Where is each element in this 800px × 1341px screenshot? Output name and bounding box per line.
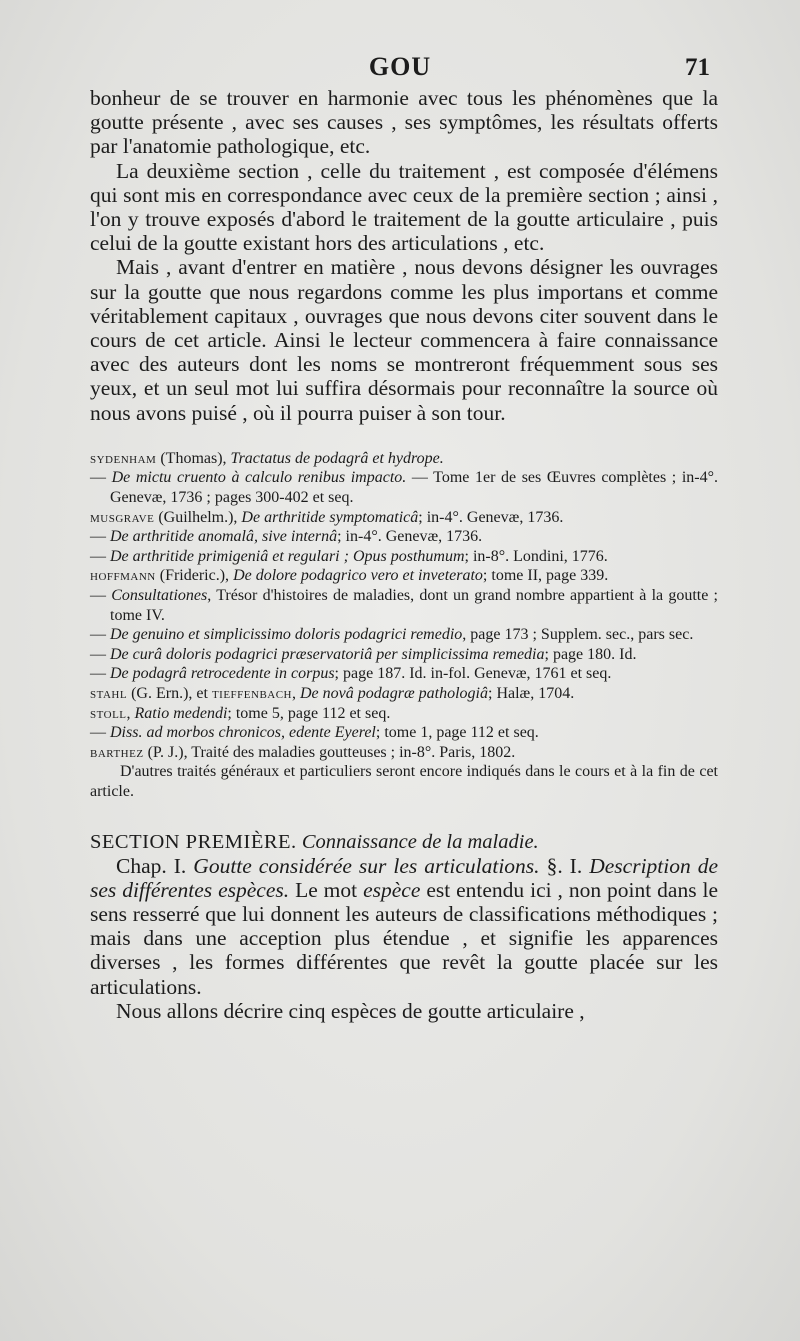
chapter-label: Chap. I.	[116, 853, 187, 878]
page-body	[90, 86, 718, 1023]
reference-author: musgrave	[90, 508, 155, 526]
running-head: GOU	[368, 52, 432, 81]
reference-coauthor: tieffenbach	[211, 684, 292, 702]
paragraph-2: La deuxième section , celle du traitement , est composée d'élémens qui sont mis en correspondance avec ceux de la première section ; ainsi , l'on y trouve exposés d'abord le traitement de la goutte articulaire , puis celui de la goutte existant hors des articulations , etc.	[90, 158, 718, 256]
reference-item: stahl (G. Ern.), et tieffenbach, De novâ podagræ pathologiâ; Halæ, 1704.	[90, 684, 575, 702]
reference-item: — De genuino et simplicissimo doloris podagrici remedio, page 173 ; Supplem. sec., pars sec.	[90, 626, 694, 644]
subsection-mark: §. I.	[546, 853, 583, 878]
section-heading	[90, 830, 718, 854]
reference-item: — De arthritide primigeniâ et regulari ; Opus posthumum; in-8°. Londini, 1776.	[90, 547, 608, 565]
page-number: 71	[685, 54, 710, 81]
chapter-paragraph: Chap. I. Goutte considérée sur les articulations. §. I. Description de ses différentes espèces. Le mot espèce est entendu ici , non point dans le sens resserré que lui donnent les auteurs de classifications méthodiques ; mais dans une acception plus étendue , et signifie les apparences diverses , les formes différentes que revêt la goutte placée sur les articulations.	[90, 853, 719, 999]
reference-item: — De arthritide anomalâ, sive internâ; in-4°. Genevæ, 1736.	[90, 528, 483, 546]
reference-author: stahl	[90, 684, 128, 702]
reference-item: — De podagrâ retrocedente in corpus; page 187. Id. in-fol. Genevæ, 1761 et seq.	[90, 665, 612, 683]
paragraph-3: Mais , avant d'entrer en matière , nous devons désigner les ouvrages sur la goutte que nous regardons comme les plus importans et comme véritablement capitaux , ouvrages que nous devons citer souvent dans le cours de cet article. Ainsi le lecteur commencera à faire connaissance avec des auteurs dont les noms se montreront fréquemment sous ses yeux, et un seul mot lui suffira désormais pour reconnaître la source où nous avons puisé , où il pourra puiser à son tour.	[90, 255, 718, 425]
reference-author: hoffmann	[90, 567, 156, 585]
reference-author: stoll	[90, 704, 127, 722]
reference-author: barthez	[90, 743, 144, 761]
section-title: Connaissance de la maladie.	[301, 830, 539, 853]
section-label: SECTION PREMIÈRE.	[90, 830, 297, 853]
reference-item: — Diss. ad morbos chronicos, edente Eyerel; tome 1, page 112 et seq.	[90, 724, 539, 742]
reference-item: — De mictu cruento à calculo renibus impacto. — Tome 1er de ses Œuvres complètes ; in-4°. Genevæ, 1736 ; pages 300-402 et seq.	[90, 469, 718, 507]
reference-item: hoffmann (Frideric.), De dolore podagrico vero et inveterato; tome II, page 339.	[90, 567, 609, 585]
reference-item: stoll, Ratio medendi; tome 5, page 112 et seq.	[90, 704, 391, 722]
paragraph-1: bonheur de se trouver en harmonie avec tous les phénomènes que la goutte présente , avec ses causes , ses symptômes, les résultats offerts par l'anatomie pathologique, etc.	[90, 86, 718, 159]
last-paragraph: Nous allons décrire cinq espèces de goutte articulaire ,	[116, 998, 585, 1023]
reference-item: sydenham (Thomas), Tractatus de podagrâ et hydrope.	[90, 449, 444, 467]
reference-author: sydenham	[90, 449, 157, 467]
chapter-title: Goutte considérée sur les articulations.	[193, 853, 540, 878]
reference-item: barthez (P. J.), Traité des maladies goutteuses ; in-8°. Paris, 1802.	[90, 743, 516, 761]
page-header	[90, 52, 710, 82]
term: espèce	[363, 877, 421, 902]
reference-item: — De curâ doloris podagrici præservatoriâ per simplicissima remedia; page 180. Id.	[90, 645, 637, 663]
reference-item: musgrave (Guilhelm.), De arthritide symptomaticâ; in-4°. Genevæ, 1736.	[90, 508, 564, 526]
closing-note: D'autres traités généraux et particuliers seront encore indiqués dans le cours et à la fin de cet article.	[90, 763, 718, 800]
bibliography	[90, 449, 718, 802]
reference-item: — Consultationes, Trésor d'histoires de maladies, dont un grand nombre appartient à la goutte ; tome IV.	[90, 587, 719, 624]
subsection-title: Description de ses différentes espèces.	[90, 853, 719, 902]
